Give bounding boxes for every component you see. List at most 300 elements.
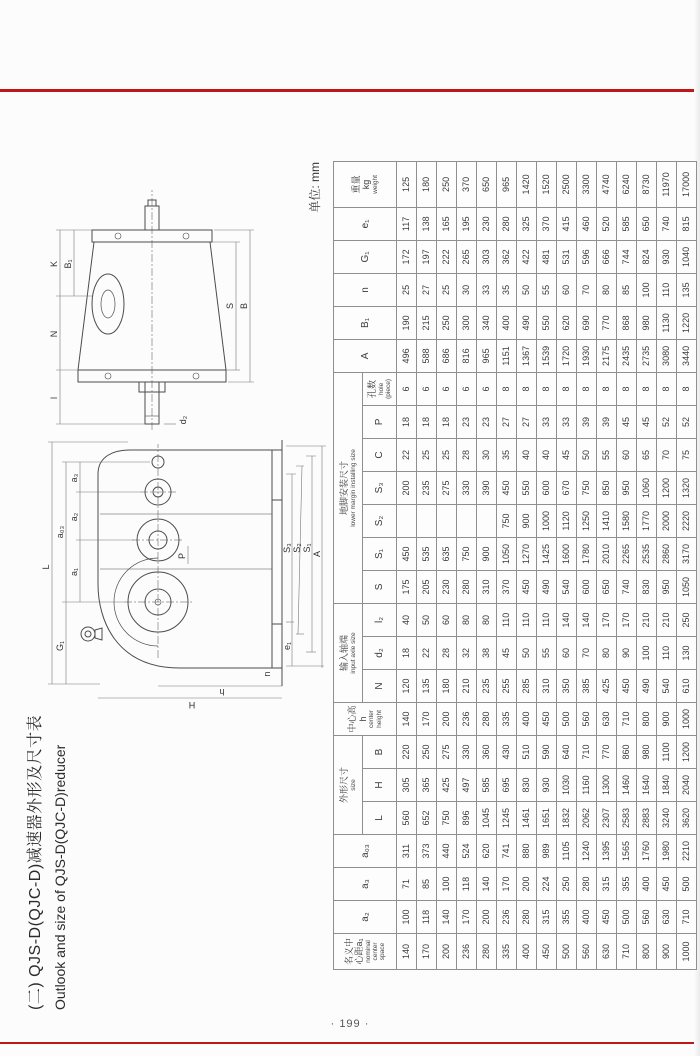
table-cell: 330: [457, 471, 477, 504]
table-cell: 170: [417, 934, 437, 970]
table-cell: 28: [457, 438, 477, 471]
table-cell: 45: [617, 405, 637, 438]
table-cell: 1060: [637, 471, 657, 504]
front-view-dimensions: [48, 442, 326, 698]
table-cell: 650: [477, 161, 497, 207]
table-cell: 1050: [677, 570, 697, 603]
table-cell: 670: [557, 471, 577, 504]
table-cell: 30: [477, 438, 497, 471]
table-cell: 170: [617, 603, 637, 636]
table-cell: 1580: [617, 504, 637, 537]
table-cell: 652: [417, 802, 437, 835]
table-cell: 1000: [677, 702, 697, 735]
unit-label: 单位: mm: [308, 162, 322, 213]
table-cell: 1120: [557, 504, 577, 537]
table-cell: 110: [517, 603, 537, 636]
table-cell: 118: [457, 868, 477, 901]
table-cell: 8730: [637, 161, 657, 207]
table-cell: 1105: [557, 835, 577, 868]
table-cell: 1780: [577, 537, 597, 570]
table-cell: 236: [457, 702, 477, 735]
group-header-size-en: size: [349, 779, 357, 791]
table-cell: 2883: [637, 802, 657, 835]
table-cell: 215: [417, 306, 437, 339]
front-view-labels: [41, 473, 322, 710]
table-cell: 236: [457, 934, 477, 970]
table-cell: 8: [597, 372, 617, 405]
table-cell: 550: [517, 471, 537, 504]
col-header-a1-en: nominal center space: [364, 940, 386, 963]
col-header-H: H: [363, 769, 397, 802]
table-cell: [417, 504, 437, 537]
dimension-table: [333, 161, 697, 970]
table-cell: 710: [617, 934, 637, 970]
table-row: [477, 161, 497, 969]
table-cell: 415: [557, 207, 577, 240]
table-cell: 25: [417, 438, 437, 471]
table-cell: 311: [397, 835, 417, 868]
table-cell: 30: [457, 273, 477, 306]
group-header-size: [334, 735, 363, 834]
table-cell: 1600: [557, 537, 577, 570]
table-cell: 80: [597, 636, 617, 669]
table-cell: 1539: [537, 339, 557, 372]
table-cell: 18: [437, 405, 457, 438]
table-cell: 6: [437, 372, 457, 405]
table-cell: 815: [677, 207, 697, 240]
table-cell: 17000: [677, 161, 697, 207]
table-cell: 370: [537, 207, 557, 240]
table-cell: 1240: [577, 835, 597, 868]
table-cell: 224: [537, 868, 557, 901]
table-cell: 450: [537, 702, 557, 735]
table-cell: 355: [617, 868, 637, 901]
table-cell: 33: [537, 405, 557, 438]
dim-label-S1: S₁: [302, 543, 312, 553]
table-header: [334, 161, 397, 969]
page-number: · 199 ·: [330, 1018, 370, 1030]
col-header-weight-kg: kg: [361, 179, 372, 190]
table-cell: 170: [417, 702, 437, 735]
dim-label-B: B: [239, 302, 249, 310]
table-cell: 490: [637, 669, 657, 702]
table-cell: 55: [597, 438, 617, 471]
col-header-G1: G₁: [334, 240, 397, 273]
table-cell: 45: [637, 405, 657, 438]
table-cell: 1200: [677, 735, 697, 768]
table-cell: 50: [517, 273, 537, 306]
table-cell: 250: [417, 735, 437, 768]
table-cell: 1420: [517, 161, 537, 207]
table-cell: 560: [577, 934, 597, 970]
table-cell: 1245: [497, 802, 517, 835]
table-cell: 510: [517, 735, 537, 768]
table-cell: 285: [517, 669, 537, 702]
col-header-center-height: [334, 702, 397, 735]
table-cell: 630: [597, 702, 617, 735]
table-cell: 70: [577, 636, 597, 669]
table-cell: 8: [537, 372, 557, 405]
table-cell: 1160: [577, 769, 597, 802]
table-cell: [397, 504, 417, 537]
dim-label-n: n: [262, 671, 272, 677]
col-header-weight: [334, 161, 397, 207]
dim-label-S2: S₂: [292, 543, 302, 553]
table-row: [677, 161, 697, 969]
table-cell: 65: [637, 438, 657, 471]
table-cell: 280: [577, 868, 597, 901]
table-cell: 180: [437, 669, 457, 702]
bottom-red-rule: [0, 1042, 694, 1044]
table-cell: 710: [677, 901, 697, 934]
dim-label-G1: G₁: [55, 640, 65, 652]
table-cell: 120: [397, 669, 417, 702]
table-cell: 550: [537, 306, 557, 339]
table-cell: 195: [457, 207, 477, 240]
col-header-B: B: [363, 735, 397, 768]
table-cell: 686: [437, 339, 457, 372]
table-cell: 200: [397, 471, 417, 504]
table-cell: 400: [637, 868, 657, 901]
table-cell: 250: [557, 868, 577, 901]
table-cell: 8: [677, 372, 697, 405]
front-view-drawing: [40, 414, 332, 714]
dim-label-d2: d₂: [178, 415, 188, 425]
table-cell: 450: [517, 570, 537, 603]
table-cell: 80: [477, 603, 497, 636]
table-cell: 362: [497, 240, 517, 273]
table-body: [397, 161, 697, 969]
front-view-outline: [81, 440, 282, 686]
table-cell: [457, 504, 477, 537]
table-cell: 1930: [577, 339, 597, 372]
table-cell: 18: [397, 405, 417, 438]
table-cell: 370: [457, 161, 477, 207]
table-cell: 110: [657, 273, 677, 306]
table-cell: 60: [557, 636, 577, 669]
table-cell: 1720: [557, 339, 577, 372]
table-cell: 741: [497, 835, 517, 868]
table-cell: 540: [657, 669, 677, 702]
table-cell: 1320: [677, 471, 697, 504]
table-cell: 325: [517, 207, 537, 240]
table-cell: 1410: [597, 504, 617, 537]
dim-label-a03: a₀₃: [55, 525, 65, 539]
table-cell: 52: [657, 405, 677, 438]
table-cell: 1770: [637, 504, 657, 537]
table-cell: 370: [497, 570, 517, 603]
table-cell: 255: [497, 669, 517, 702]
table-cell: 75: [677, 438, 697, 471]
table-cell: 425: [597, 669, 617, 702]
table-cell: 1520: [537, 161, 557, 207]
table-cell: 980: [637, 735, 657, 768]
table-cell: 100: [397, 901, 417, 934]
table-cell: 750: [457, 537, 477, 570]
table-cell: 650: [597, 570, 617, 603]
col-header-P: P: [363, 405, 397, 438]
table-cell: 305: [397, 769, 417, 802]
table-cell: 6240: [617, 161, 637, 207]
dim-label-a3: a₃: [69, 473, 79, 483]
side-view-labels: [49, 259, 249, 424]
table-cell: 1461: [517, 802, 537, 835]
table-cell: 1100: [657, 735, 677, 768]
table-cell: 496: [397, 339, 417, 372]
dim-label-h: h: [219, 687, 225, 697]
table-cell: 1000: [537, 504, 557, 537]
table-cell: 110: [497, 603, 517, 636]
table-cell: 450: [537, 934, 557, 970]
col-header-h-symbol: h: [357, 716, 368, 722]
table-cell: 2735: [637, 339, 657, 372]
table-cell: 4740: [597, 161, 617, 207]
col-header-S: S: [363, 570, 397, 603]
group-header-lower-margin: [334, 372, 363, 603]
col-header-d2: d₂: [363, 636, 397, 669]
table-cell: 135: [417, 669, 437, 702]
table-cell: 560: [637, 901, 657, 934]
table-cell: 744: [617, 240, 637, 273]
table-cell: 250: [437, 161, 457, 207]
table-cell: 630: [657, 901, 677, 934]
table-row: [497, 161, 517, 969]
col-header-a03: a₀₃: [334, 835, 397, 868]
table-cell: 824: [637, 240, 657, 273]
table-cell: 180: [417, 161, 437, 207]
table-cell: 340: [477, 306, 497, 339]
table-cell: 2210: [677, 835, 697, 868]
table-cell: 450: [597, 901, 617, 934]
table-cell: 2583: [617, 802, 637, 835]
table-cell: 70: [657, 438, 677, 471]
table-cell: 535: [417, 537, 437, 570]
table-cell: 236: [497, 901, 517, 934]
table-cell: 27: [497, 405, 517, 438]
table-cell: 2040: [677, 769, 697, 802]
table-cell: 25: [437, 438, 457, 471]
table-cell: 1395: [597, 835, 617, 868]
side-view-dimensions: [56, 230, 254, 424]
table-cell: 28: [437, 636, 457, 669]
table-cell: 350: [557, 669, 577, 702]
table-cell: 230: [437, 570, 457, 603]
table-cell: 1200: [657, 471, 677, 504]
table-cell: 950: [617, 471, 637, 504]
col-header-h-zh: 中心高: [347, 705, 358, 733]
table-cell: 140: [477, 868, 497, 901]
side-view-outline: [78, 190, 226, 430]
table-cell: 300: [457, 306, 477, 339]
table-cell: 310: [537, 669, 557, 702]
table-row: [417, 161, 437, 969]
table-cell: 315: [597, 868, 617, 901]
table-cell: 900: [657, 934, 677, 970]
table-cell: 230: [477, 207, 497, 240]
table-cell: 235: [477, 669, 497, 702]
table-cell: 39: [577, 405, 597, 438]
table-cell: 3440: [677, 339, 697, 372]
table-cell: 2435: [617, 339, 637, 372]
table-cell: 1300: [597, 769, 617, 802]
table-cell: 750: [437, 802, 457, 835]
table-cell: 50: [417, 603, 437, 636]
table-cell: 1640: [637, 769, 657, 802]
table-cell: 25: [397, 273, 417, 306]
table-cell: 280: [457, 570, 477, 603]
col-header-a2: a₂: [334, 901, 397, 934]
table-cell: 965: [497, 161, 517, 207]
table-cell: 950: [657, 570, 677, 603]
table-cell: 740: [617, 570, 637, 603]
col-header-weight-en: weight: [372, 175, 379, 194]
table-row: [617, 161, 637, 969]
table-cell: 33: [477, 273, 497, 306]
table-cell: 500: [557, 934, 577, 970]
table-cell: 2175: [597, 339, 617, 372]
col-header-a1-zh: 名义中心距a₁: [343, 938, 365, 966]
dim-label-N: N: [49, 330, 59, 338]
col-header-a3: a₃: [334, 868, 397, 901]
table-cell: 52: [677, 405, 697, 438]
table-cell: 2062: [577, 802, 597, 835]
group-header-lower-zh: 地脚安装尺寸: [339, 460, 350, 515]
dim-label-K: K: [49, 260, 59, 268]
table-cell: 110: [657, 636, 677, 669]
table-cell: 6: [457, 372, 477, 405]
col-header-weight-zh: 重量: [350, 175, 361, 194]
table-cell: 8: [497, 372, 517, 405]
side-view-drawing: [46, 184, 260, 436]
table-cell: 8: [617, 372, 637, 405]
table-cell: 38: [477, 636, 497, 669]
table-row: [657, 161, 677, 969]
table-cell: 600: [537, 471, 557, 504]
table-cell: 55: [537, 273, 557, 306]
table-cell: 22: [417, 636, 437, 669]
table-cell: 140: [437, 901, 457, 934]
table-cell: 165: [437, 207, 457, 240]
table-cell: 860: [617, 735, 637, 768]
table-cell: 500: [557, 702, 577, 735]
table-cell: 71: [397, 868, 417, 901]
table-cell: 11970: [657, 161, 677, 207]
table-cell: 27: [517, 405, 537, 438]
table-cell: 400: [577, 901, 597, 934]
table-cell: 190: [397, 306, 417, 339]
table-cell: 32: [457, 636, 477, 669]
table-cell: 896: [457, 802, 477, 835]
table-row: [637, 161, 657, 969]
table-cell: 816: [457, 339, 477, 372]
table-cell: 50: [517, 636, 537, 669]
table-cell: 610: [677, 669, 697, 702]
table-cell: 45: [557, 438, 577, 471]
table-cell: 25: [437, 273, 457, 306]
table-cell: 222: [437, 240, 457, 273]
table-row: [397, 161, 417, 969]
table-cell: 989: [537, 835, 557, 868]
dim-label-l: l: [49, 397, 59, 399]
table-cell: 3170: [677, 537, 697, 570]
table-cell: 740: [657, 207, 677, 240]
col-header-L: L: [363, 802, 397, 835]
table-cell: 140: [557, 603, 577, 636]
table-cell: 8: [517, 372, 537, 405]
table-cell: 197: [417, 240, 437, 273]
table-cell: 650: [637, 207, 657, 240]
table-cell: 80: [457, 603, 477, 636]
table-cell: 355: [557, 901, 577, 934]
table-cell: 1270: [517, 537, 537, 570]
table-cell: 1980: [657, 835, 677, 868]
table-cell: 23: [457, 405, 477, 438]
table-cell: 140: [397, 702, 417, 735]
table-cell: 1045: [477, 802, 497, 835]
table-cell: 930: [657, 240, 677, 273]
table-cell: 210: [637, 603, 657, 636]
table-cell: 2220: [677, 504, 697, 537]
table-row: [557, 161, 577, 969]
table-cell: 450: [497, 471, 517, 504]
table-cell: 3620: [677, 802, 697, 835]
table-cell: 235: [417, 471, 437, 504]
table-cell: [477, 504, 497, 537]
table-cell: 275: [437, 735, 457, 768]
table-cell: 800: [637, 702, 657, 735]
table-cell: 500: [677, 868, 697, 901]
table-cell: 117: [397, 207, 417, 240]
dim-label-H: H: [188, 700, 196, 710]
table-cell: 40: [517, 438, 537, 471]
group-header-input-en: input axle size: [349, 632, 357, 674]
rotated-content: [20, 100, 700, 1020]
table-cell: 540: [557, 570, 577, 603]
col-header-S2: S₂: [363, 504, 397, 537]
table-cell: 481: [537, 240, 557, 273]
table-cell: 27: [417, 273, 437, 306]
table-cell: 1760: [637, 835, 657, 868]
table-cell: 40: [397, 603, 417, 636]
table-cell: 460: [577, 207, 597, 240]
top-red-rule: [0, 89, 694, 92]
table-cell: 85: [617, 273, 637, 306]
table-cell: 531: [557, 240, 577, 273]
table-cell: 365: [417, 769, 437, 802]
table-cell: 524: [457, 835, 477, 868]
table-cell: 830: [637, 570, 657, 603]
table-cell: 560: [577, 702, 597, 735]
table-cell: 2010: [597, 537, 617, 570]
table-cell: 60: [617, 438, 637, 471]
table-cell: 6: [417, 372, 437, 405]
table-cell: 100: [637, 273, 657, 306]
table-cell: 170: [497, 868, 517, 901]
table-cell: 250: [437, 306, 457, 339]
table-cell: 640: [557, 735, 577, 768]
table-cell: 750: [497, 504, 517, 537]
table-cell: 400: [517, 702, 537, 735]
table-cell: 695: [497, 769, 517, 802]
table-cell: 385: [577, 669, 597, 702]
table-cell: 1040: [677, 240, 697, 273]
table-cell: 965: [477, 339, 497, 372]
table-cell: 1425: [537, 537, 557, 570]
table-cell: 400: [517, 934, 537, 970]
table-row: [537, 161, 557, 969]
col-header-n: n: [334, 273, 397, 306]
table-cell: 33: [557, 405, 577, 438]
